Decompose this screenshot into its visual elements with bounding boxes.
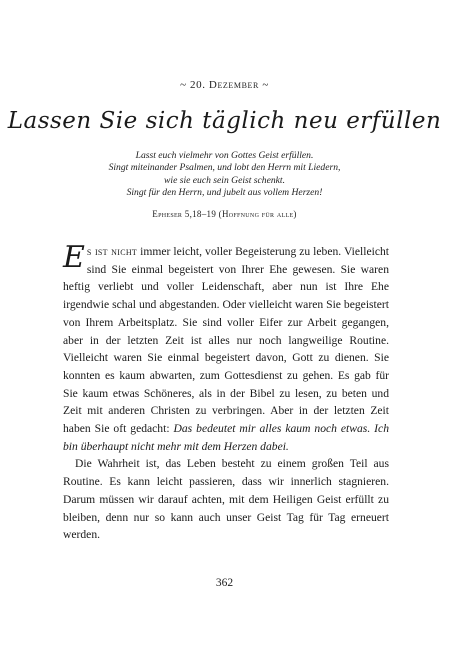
date-header (0, 79, 449, 91)
lead-in-caps: s ist nicht (86, 245, 138, 258)
verse-line: Lasst euch vielmehr von Gottes Geist erfüllen. (135, 150, 314, 161)
page-number: 362 (215, 577, 234, 589)
body-text (63, 240, 389, 544)
verse-line: Singt miteinander Psalmen, und lobt den Herrn mit Liedern, (108, 162, 341, 174)
paragraph-italic: Das bedeutet mir alles kaum noch etwas. Ich bin überhaupt nicht mehr mit dem Herzen dabei. (63, 422, 389, 453)
paragraph: Die Wahrheit ist, das Leben besteht zu einem großen Teil aus Routine. Es kann leicht passieren, dass wir innerlich stagnieren. Darum müssen wir darauf achten, mit dem Heiligen Geist erfüllt zu bleiben, denn nur so kann auch unser Geist Tag für Tag erneuert werden. (63, 457, 389, 542)
drop-cap: E (63, 240, 85, 275)
scripture-quote (0, 150, 449, 200)
paragraph (63, 240, 389, 455)
paragraph-text: immer leicht, voller Begeisterung zu leben. Vielleicht sind Sie einmal begeistert von Ihrer Ehe gewesen. Sie waren heftig verliebt und voller Leidenschaft, aber nun ist Ihre Ehe irgendwie schal und abgestanden. Oder vielleicht waren Sie begeistert von Ihrem Arbeitsplatz. Sie sind voller Eifer zur Arbeit gegangen, aber in der letzten Zeit ist alles nur noch langweilige Routine. Vielleicht waren Sie einmal begeistert davon, Gott zu dienen. Sie konnten es kaum abwarten, zum Gottesdienst zu gehen. Es gab für Sie kaum etwas Schöneres, als in der Bibel zu lesen, zu beten und Zeit mit anderen Christen zu verbringen. Aber in der letzten Zeit haben Sie oft gedacht: (63, 245, 389, 436)
verse-line: wie sie euch sein Geist schenkt. (164, 174, 285, 186)
date-suffix: ~ (258, 79, 269, 91)
date-prefix: ~ 20. (180, 79, 209, 91)
page-title: Lassen Sie sich täglich neu erfüllen (7, 108, 442, 134)
verse-line: Singt für den Herrn, und jubelt aus vollem Herzen! (126, 187, 323, 199)
date-month: Dezember (208, 79, 259, 91)
scripture-reference: Epheser 5,18–19 (Hoffnung für alle) (152, 209, 297, 219)
